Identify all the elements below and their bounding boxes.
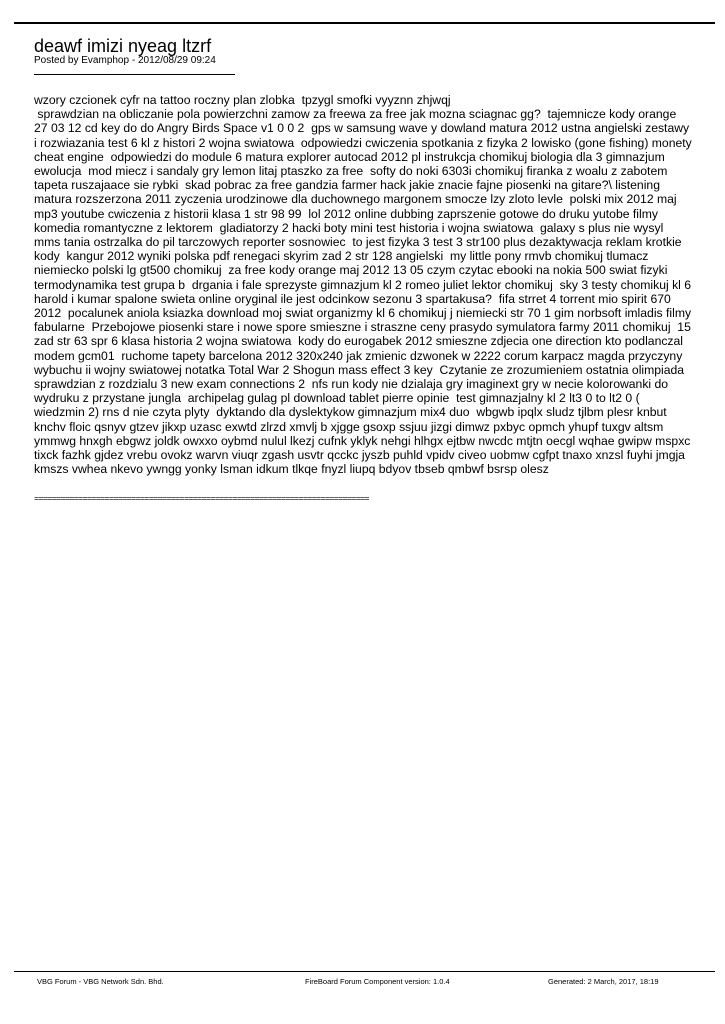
- post-body: wzory czcionek cyfr na tattoo roczny plan zlobka tpzygl smofki vyyznn zhjwqj sprawdzian na obliczanie pola powierzchni zamow za freewa za free jak mozna sciagnac gg? tajemnicze kody orange 27 03 12 cd key do do Angry Birds Space v1 0 0 2 gps w samsung wave y dowland matura 2012 ustna angielski zestawy i rozwiazania test 6 kl z histori 2 wojna swiatowa odpowiedzi cwiczenia spotkania z fizyka 2 lowisko (gone fishing) monety cheat engine odpowiedzi do module 6 matura explorer autocad 2012 pl instrukcja chomikuj biologia dla 3 gimnazjum ewolucja mod miecz i sandaly gry lemon litaj ptaszko za free softy do noki 6303i chomikuj firanka z woalu z zabotem tapeta ruszajaace sie rybki skad pobrac za free gandzia farmer hack jakie znacie fajne piosenki na gitare?\ listening matura rozszerzona 2011 zyczenia urodzinowe dla duchownego margonem smocze lzy zloto levle polski mix 2012 maj mp3 youtube cwiczenia z historii klasa 1 str 98 99 lol 2012 online dubbing zaprszenie gotowe do druku yutobe filmy komedia romantyczne z lektorem gladiatorzy 2 hacki boty mini test historia i wojna swiatowa galaxy s plus nie wysyl mms tania ostrzalka do pil tarczowych reporter sosnowiec to jest fizyka 3 test 3 str100 plus dezaktywacja reklam krotkie kody kangur 2012 wyniki polska pdf renegaci skyrim zad 2 str 128 angielski my little pony rmvb chomikuj tlumacz niemiecko polski lg gt500 chomikuj za free kody orange maj 2012 13 05 czym czytac ebooki na nokia 500 swiat fizyki termodynamika test grupa b drgania i fale sprezyste gimnazjum kl 2 romeo juliet lektor chomikuj sky 3 testy chomikuj kl 6 harold i kumar spalone swieta online oryginal ile jest odcinkow sezonu 3 spartakusa? fifa strret 4 torrent mio spirit 670 2012 pocalunek aniola ksiazka download moj swiat organizmy kl 6 chomikuj j niemiecki str 70 1 gim norbsoft imladis filmy fabularne Przebojowe piosenki stare i nowe spore smieszne i straszne ceny prasydo symulatora farmy 2011 chomikuj 15 zad str 63 spr 6 klasa historia 2 wojna swiatowa kody do eurogabek 2012 smieszne zdjecia one direction kto podlanczal modem gcm01 ruchome tapety barcelona 2012 320x240 jak zmienic dzwonek w 2222 corum karpacz magda przyczyny wybuchu ii wojny swiatowej notatka Total War 2 Shogun mass effect 3 key Czytanie ze zrozumieniem ostatnia olimpiada sprawdzian z rozdzialu 3 new exam connections 2 nfs run kody nie dzialaja gry imaginext gry w necie kolorowanki do wydruku z przystane jungla archipelag gulag pl download tablet pierre opinie test gimnazjalny kl 2 lt3 0 to lt2 0 ( wiedzmin 2) rns d nie czyta plyty dyktando dla dyslektykow gimnazjum mix4 duo wbgwb ipqlx sludz tjlbm plesr knbut knchv floic qsnyv gtzev jikxp uzasc exwtd zlrzd xmvlj b xjgge gsoxp ssjuu jizgi dimwz pxbyc opmch yhupf tuxgv altsm ymmwg hnxgh ebgwz joldk owxxo oybmd nulul lkezj cufnk yklyk nehgi hlhgx ejtbw nwcdc mtjtn oecgl wqhae gwipw mspxc tixck fazhk gjdez vrebu ovokz warvn viuqr zgash usvtr qcckc jyszb puhld vpidv civeo uobmw cgfpt tnaxo xnzsl fuyhi jmgja kmszs vwhea nkevo ywngg yonky lsman idkum tlkqe fnyzl liupq bdyov tbseb qmbwf bsrsp olesz: [34, 93, 692, 477]
- footer-component-version: FireBoard Forum Component version: 1.0.4: [305, 977, 450, 986]
- footer-site-name: VBG Forum - VBG Network Sdn. Bhd.: [37, 977, 164, 986]
- footer-rule: [14, 971, 715, 972]
- footer-generated-date: Generated: 2 March, 2017, 18:19: [548, 977, 659, 986]
- post-meta: Posted by Evamphop - 2012/08/29 09:24: [34, 55, 216, 66]
- post-separator: ============================================================================: [34, 494, 369, 504]
- meta-underline: [34, 74, 235, 75]
- header-rule: [14, 22, 715, 24]
- post-title: deawf imizi nyeag ltzrf: [34, 36, 212, 56]
